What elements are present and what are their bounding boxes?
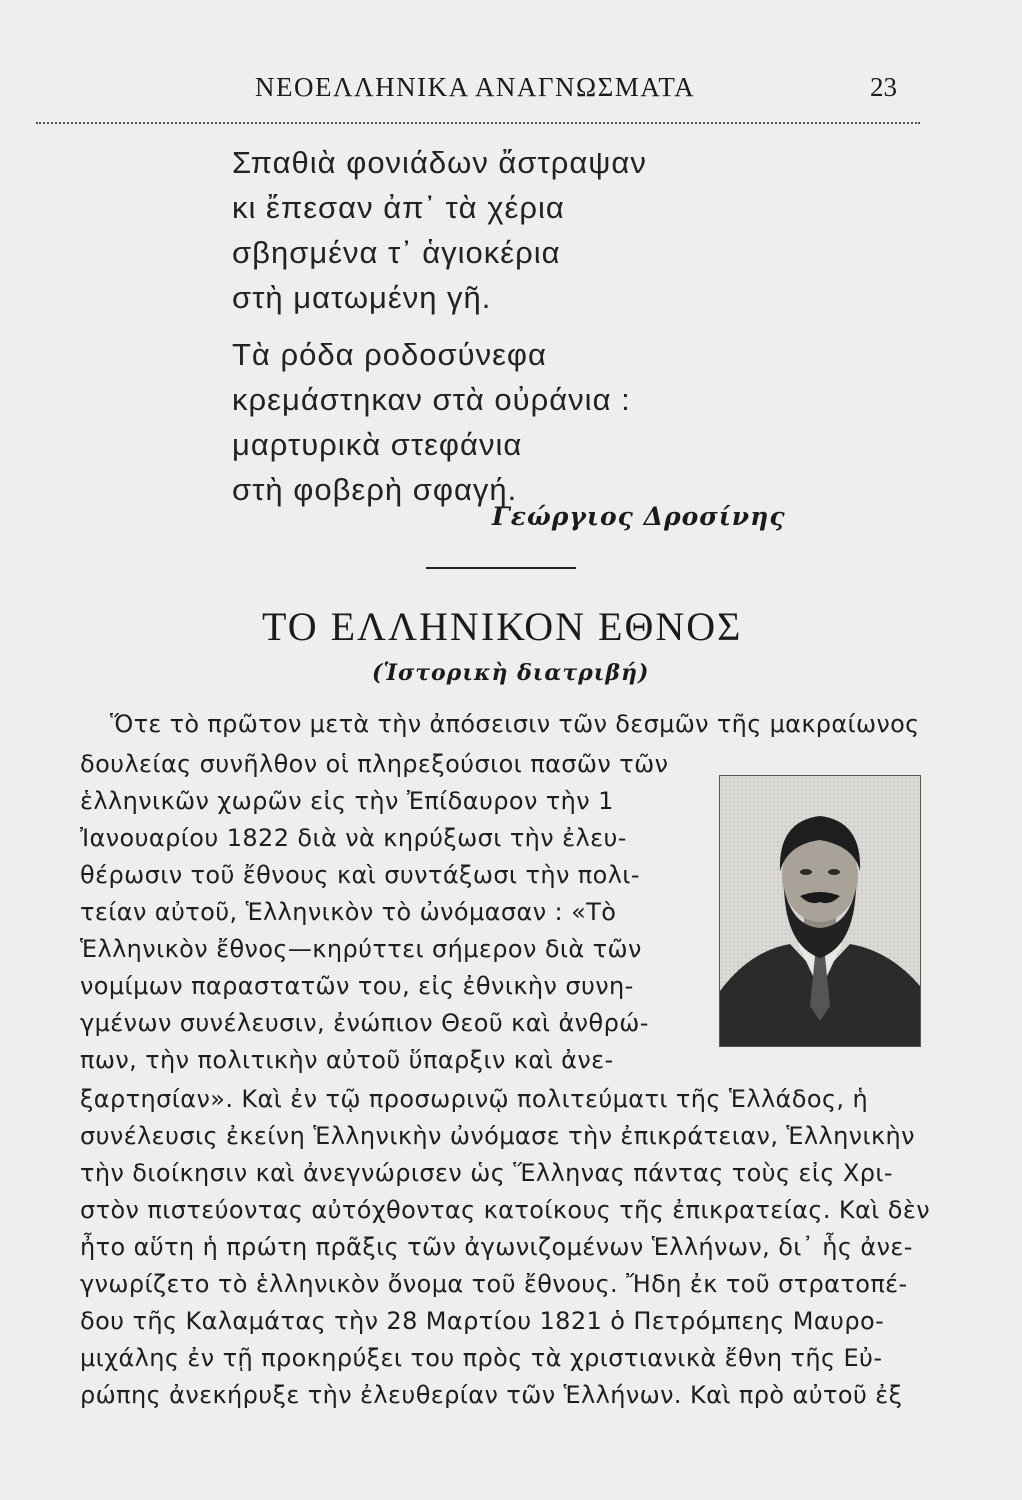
poem-line: στὴ ματωμένη γῆ.: [232, 280, 492, 315]
body-line: τὴν διοίκησιν καὶ ἀνεγνώρισεν ὡς Ἕλληνας πάντας τοὺς εἰς Χρι-: [80, 1159, 893, 1187]
poem-line: σβησμένα τ᾿ ἁγιοκέρια: [232, 235, 561, 270]
portrait-illustration: [720, 776, 920, 1046]
poem-line: κι ἔπεσαν ἀπ᾿ τὰ χέρια: [232, 190, 565, 225]
body-line: Ἑλληνικὸν ἔθνος—κηρύττει σήμερον διὰ τῶν: [80, 935, 642, 963]
body-line: νομίμων παραστατῶν του, εἰς ἐθνικὴν συνη-: [80, 972, 634, 1000]
body-line: πων, τὴν πολιτικὴν αὐτοῦ ὕπαρξιν καὶ ἀνε-: [80, 1046, 614, 1074]
body-line: θέρωσιν τοῦ ἔθνους καὶ συντάξωσι τὴν πολι-: [80, 861, 640, 889]
body-line: δου τῆς Καλαμάτας τὴν 28 Μαρτίου 1821 ὁ Πετρόμπεης Μαυρο-: [80, 1307, 885, 1335]
body-line: μιχάλης ἐν τῇ προκηρύξει του πρὸς τὰ χριστιανικὰ ἔθνη τῆς Εὐ-: [80, 1344, 883, 1372]
portrait-photo: [719, 775, 921, 1047]
poem-author: Γεώργιος Δροσίνης: [492, 502, 786, 531]
body-line: Ἰανουαρίου 1822 διὰ νὰ κηρύξωσι τὴν ἐλευ-: [80, 824, 627, 852]
article-subtitle: (Ἱστορικὴ διατριβή): [372, 660, 650, 686]
body-line: Ὅτε τὸ πρῶτον μετὰ τὴν ἀπόσεισιν τῶν δεσμῶν τῆς μακραίωνος: [110, 710, 920, 738]
body-line: ἦτο αὕτη ἡ πρώτη πρᾶξις τῶν ἀγωνιζομένων Ἑλλήνων, δι᾿ ἧς ἀνε-: [80, 1233, 913, 1261]
running-title: ΝΕΟΕΛΛΗΝΙΚΑ ΑΝΑΓΝΩΣΜΑΤΑ: [255, 72, 696, 102]
page-number: 23: [870, 72, 897, 102]
body-line: δουλείας συνῆλθον οἱ πληρεξούσιοι πασῶν τῶν: [80, 750, 669, 778]
body-line: ἑλληνικῶν χωρῶν εἰς τὴν Ἐπίδαυρον τὴν 1: [80, 787, 614, 815]
poem-line: κρεμάστηκαν στὰ οὐράνια :: [232, 382, 631, 417]
body-line: τείαν αὐτοῦ, Ἑλληνικὸν τὸ ὠνόμασαν : «Τὸ: [80, 898, 617, 926]
body-line: ξαρτησίαν». Καὶ ἐν τῷ προσωρινῷ πολιτεύματι τῆς Ἑλλάδος, ἡ: [80, 1085, 869, 1113]
article-title: ΤΟ ΕΛΛΗΝΙΚΟΝ ΕΘΝΟΣ: [262, 604, 743, 649]
poem-line: Τὰ ρόδα ροδοσύνεφα: [232, 337, 547, 372]
poem-line: στὴ φοβερὴ σφαγή.: [232, 472, 518, 507]
body-line: γμένων συνέλευσιν, ἐνώπιον Θεοῦ καὶ ἀνθρώ-: [80, 1009, 649, 1037]
poem-line: μαρτυρικὰ στεφάνια: [232, 427, 523, 462]
body-line: γνωρίζετο τὸ ἑλληνικὸν ὄνομα τοῦ ἔθνους. Ἤδη ἐκ τοῦ στρατοπέ-: [80, 1270, 908, 1298]
body-line: συνέλευσις ἐκείνη Ἑλληνικὴν ὠνόμασε τὴν ἐπικράτειαν, Ἑλληνικὴν: [80, 1122, 915, 1150]
body-line: στὸν πιστεύοντας αὐτόχθοντας κατοίκους τῆς ἐπικρατείας. Καὶ δὲν: [80, 1196, 931, 1224]
body-line: ρώπης ἀνεκήρυξε τὴν ἐλευθερίαν τῶν Ἑλλήνων. Καὶ πρὸ αὐτοῦ ἐξ: [80, 1381, 903, 1409]
poem-line: Σπαθιὰ φονιάδων ἄστραψαν: [232, 145, 647, 180]
